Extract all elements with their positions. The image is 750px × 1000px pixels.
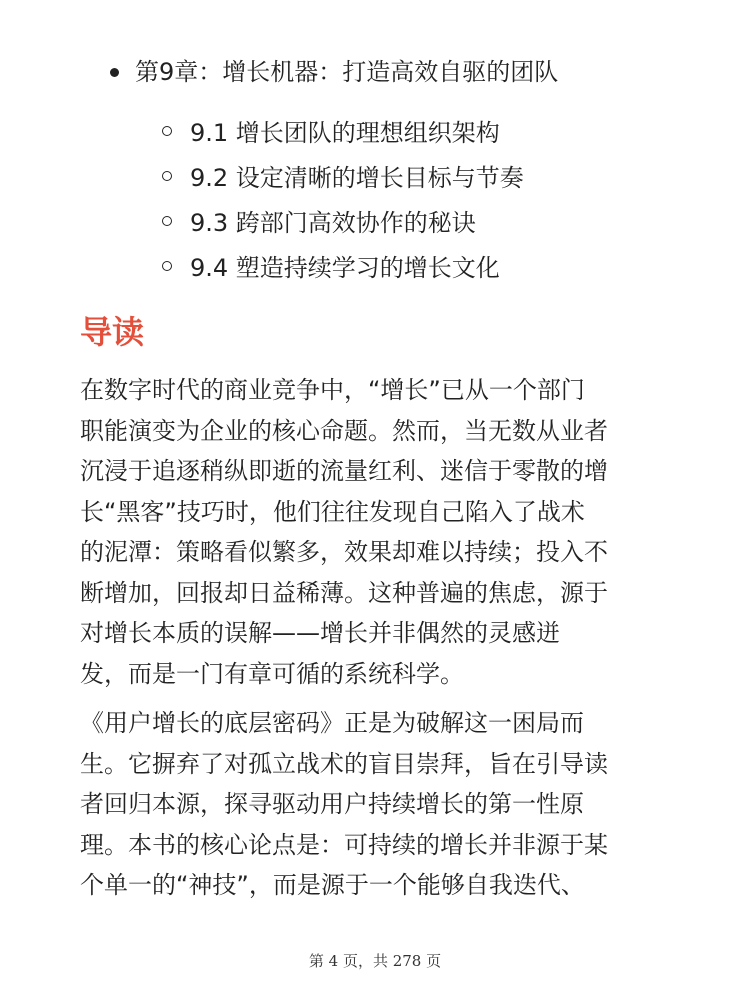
intro-paragraph-2 <box>80 703 670 906</box>
section-item <box>162 198 524 243</box>
section-item <box>162 243 524 288</box>
text-line: 生。它摒弃了对孤立战术的盲目崇拜，旨在引导读 <box>80 749 608 778</box>
bullet-circle-icon <box>162 171 172 181</box>
section-item <box>162 108 524 153</box>
text-line: 长“黑客”技巧时，他们往往发现自己陷入了战术 <box>80 497 585 526</box>
page-number-footer: 第 4 页，共 278 页 <box>308 952 442 970</box>
section-title: 9.1 增长团队的理想组织架构 <box>190 119 500 147</box>
intro-heading: 导读 <box>80 313 145 351</box>
section-list <box>162 108 524 288</box>
text-line: 断增加，回报却日益稀薄。这种普遍的焦虑，源于 <box>80 578 608 607</box>
text-line: 者回归本源，探寻驱动用户持续增长的第一性原 <box>80 790 584 818</box>
text-line: 在数字时代的商业竞争中，“增长”已从一个部门 <box>80 376 585 404</box>
text-line: 职能演变为企业的核心命题。然而，当无数从业者 <box>80 416 608 445</box>
text-line: 发，而是一门有章可循的系统科学。 <box>80 659 464 688</box>
bullet-circle-icon <box>162 261 172 271</box>
section-title: 9.3 跨部门高效协作的秘诀 <box>190 209 476 237</box>
chapter-title: 第9章：增长机器：打造高效自驱的团队 <box>135 58 559 86</box>
bullet-circle-icon <box>162 216 172 226</box>
text-line: 《用户增长的底层密码》正是为破解这一困局而 <box>80 709 584 737</box>
bullet-disc-icon <box>110 68 119 77</box>
text-line: 对增长本质的误解——增长并非偶然的灵感迸 <box>80 619 560 647</box>
text-line: 理。本书的核心论点是：可持续的增长并非源于某 <box>80 830 608 859</box>
text-line: 个单一的“神技”，而是源于一个能够自我迭代、 <box>80 871 585 899</box>
section-title: 9.4 塑造持续学习的增长文化 <box>190 254 500 282</box>
intro-paragraph-1 <box>80 370 670 694</box>
section-item <box>162 153 524 198</box>
text-line: 的泥潭：策略看似繁多，效果却难以持续；投入不 <box>80 538 608 566</box>
chapter-outline-item <box>110 52 558 92</box>
section-title: 9.2 设定清晰的增长目标与节奏 <box>190 164 524 192</box>
bullet-circle-icon <box>162 126 172 136</box>
text-line: 沉浸于追逐稍纵即逝的流量红利、迷信于零散的增 <box>80 457 608 485</box>
